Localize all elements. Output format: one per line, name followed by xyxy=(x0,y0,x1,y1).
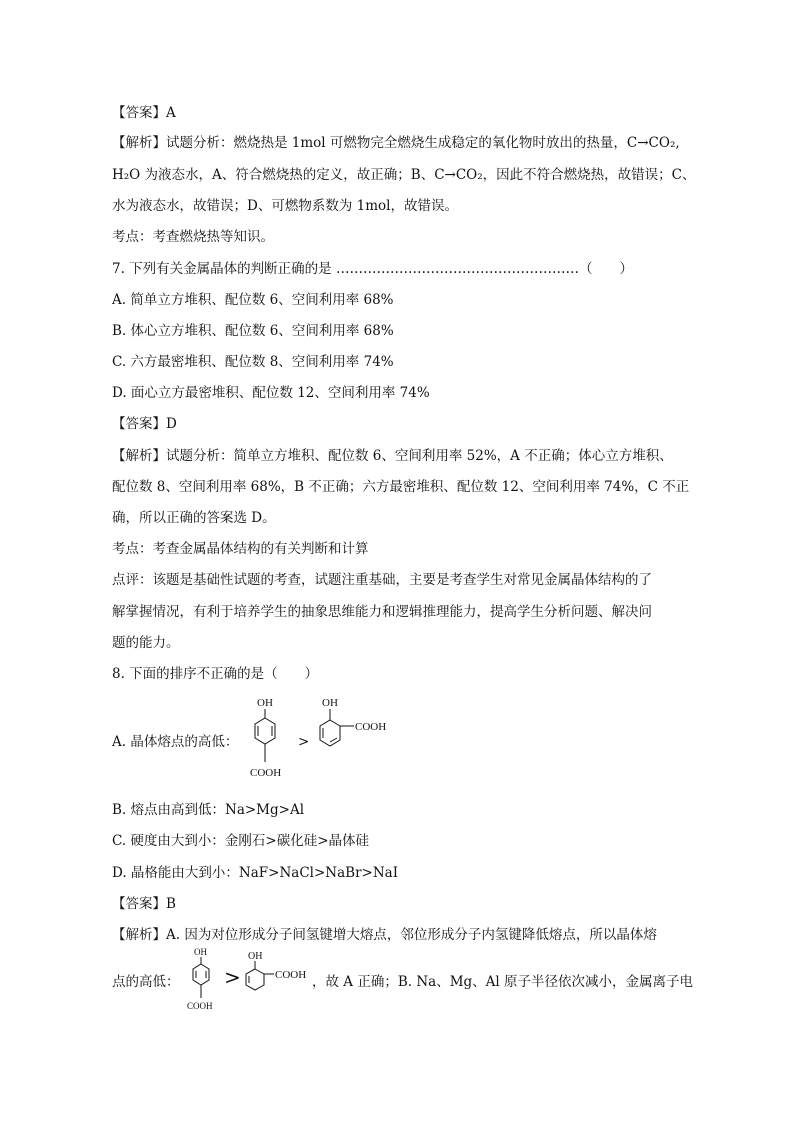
question-8-option-a-label: A. 晶体熔点的高低： xyxy=(112,734,239,750)
exam-point-6: 考点：考查燃烧热等知识。 xyxy=(112,229,274,245)
svg-text:OH: OH xyxy=(248,951,263,962)
analysis-7-line-1: 【解析】试题分析：简单立方堆积、配位数 6、空间利用率 52%，A 不正确；体心立方堆积、 xyxy=(112,448,673,464)
answer-label-6: 【答案】A xyxy=(112,105,176,121)
analysis-6-line-3: 水为液态水，故错误；D、可燃物系数为 1mol，故错误。 xyxy=(112,198,458,214)
svg-text:COOH: COOH xyxy=(275,969,307,981)
question-7-option-d: D. 面心立方最密堆积、配位数 12、空间利用率 74% xyxy=(112,385,430,401)
question-8: 8. 下面的排序不正确的是（ ） xyxy=(112,666,319,682)
comment-7-line-2: 解掌握情况，有利于培养学生的抽象思维能力和逻辑推理能力，提高学生分析问题、解决问 xyxy=(112,604,652,620)
svg-text:COOH: COOH xyxy=(355,721,387,733)
answer-label-7: 【答案】D xyxy=(112,416,177,432)
question-7-option-a: A. 简单立方堆积、配位数 6、空间利用率 68% xyxy=(112,292,394,308)
question-8-option-c: C. 硬度由大到小：金刚石>碳化硅>晶体硅 xyxy=(112,833,370,849)
svg-text:COOH: COOH xyxy=(250,767,282,779)
analysis-6-line-1: 【解析】试题分析：燃烧热是 1mol 可燃物完全燃烧生成稳定的氧化物时放出的热量，C→CO₂, xyxy=(112,135,680,151)
svg-text:OH: OH xyxy=(194,947,207,957)
analysis-6-line-2: H₂O 为液态水，A、符合燃烧热的定义，故正确；B、C→CO₂，因此不符合燃烧热，故错误；C、 xyxy=(112,167,696,183)
question-8-option-d: D. 晶格能由大到小：NaF>NaCl>NaBr>NaI xyxy=(112,865,399,881)
comment-7-line-3: 题的能力。 xyxy=(112,635,180,651)
question-7-option-b: B. 体心立方堆积、配位数 6、空间利用率 68% xyxy=(112,323,394,339)
svg-text:COOH: COOH xyxy=(187,1001,213,1011)
para-hydroxybenzoic-acid-structure xyxy=(244,696,288,786)
ortho-hydroxybenzoic-acid-structure xyxy=(310,696,390,756)
svg-text:OH: OH xyxy=(257,697,273,709)
analysis-8-line-1: 【解析】A. 因为对位形成分子间氢键增大熔点，邻位形成分子内氢键降低熔点，所以晶体熔 xyxy=(112,927,657,943)
question-7-option-c: C. 六方最密堆积、配位数 8、空间利用率 74% xyxy=(112,354,394,370)
analysis-7-line-3: 确，所以正确的答案选 D。 xyxy=(112,510,276,526)
svg-text:OH: OH xyxy=(322,697,338,709)
greater-than-sign-2: > xyxy=(224,965,241,989)
question-8-option-b: B. 熔点由高到低：Na>Mg>Al xyxy=(112,802,305,818)
question-7: 7. 下列有关金属晶体的判断正确的是 ………………………………………………（ ） xyxy=(112,261,633,277)
greater-than-sign-1: > xyxy=(298,734,310,750)
comment-7-line-1: 点评：该题是基础性试题的考查，试题注重基础，主要是考查学生对常见金属晶体结构的了 xyxy=(112,572,652,588)
analysis-8-line-2-start: 点的高低： xyxy=(112,974,180,990)
para-hydroxybenzoic-acid-small-structure xyxy=(183,946,223,1016)
analysis-8-line-2-end: ，故 A 正确；B. Na、Mg、Al 原子半径依次减小，金属离子电 xyxy=(312,974,694,990)
analysis-7-line-2: 配位数 8、空间利用率 68%，B 不正确；六方最密堆积、配位数 12、空间利用率 74%，C 不正 xyxy=(112,479,690,495)
ortho-hydroxybenzoic-acid-small-structure xyxy=(238,950,318,1000)
answer-label-8: 【答案】B xyxy=(112,896,176,912)
exam-point-7: 考点：考查金属晶体结构的有关判断和计算 xyxy=(112,541,369,557)
